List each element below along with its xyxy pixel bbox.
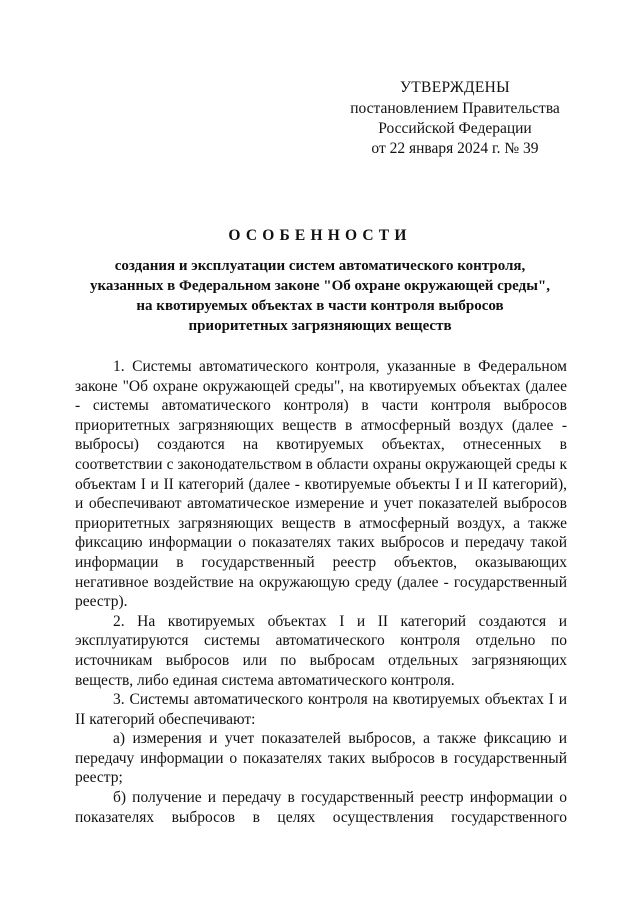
paragraph-3: 3. Системы автоматического контроля на квотируемых объектах I и II категорий обеспечивают: bbox=[75, 691, 567, 728]
paragraph-3a: а) измерения и учет показателей выбросов, а также фиксацию и передачу информации о показателях таких выбросов в государственный реестр; bbox=[75, 730, 567, 787]
document-subtitle-line-1: создания и эксплуатации систем автоматического контроля, bbox=[114, 258, 526, 274]
document-body bbox=[75, 357, 567, 827]
paragraph-3b: б) получение и передачу в государственный реестр информации о показателях выбросов в целях осуществления государственного bbox=[75, 789, 567, 826]
approval-title: УТВЕРЖДЕНЫ bbox=[400, 79, 510, 96]
document-title: ОСОБЕННОСТИ bbox=[228, 227, 412, 244]
approval-line-1: постановлением Правительства bbox=[350, 100, 560, 117]
approval-line-2: Российской Федерации bbox=[378, 120, 532, 137]
document-subtitle-line-2: указанных в Федеральном законе "Об охране окружающей среды", bbox=[89, 278, 551, 294]
paragraph-2: 2. На квотируемых объектах I и II категорий создаются и эксплуатируются системы автоматического контроля отдельно по источникам выбросов или по выбросам отдельных загрязняющих веществ, либо единая система автоматического контроля. bbox=[75, 612, 567, 689]
document-subtitle-line-4: приоритетных загрязняющих веществ bbox=[188, 318, 452, 334]
document-subtitle-line-3: на квотируемых объектах в части контроля выбросов bbox=[136, 298, 504, 314]
paragraph-1: 1. Системы автоматического контроля, указанные в Федеральном законе "Об охране окружающей среды", на квотируемых объектах (далее - системы автоматического контроля) в части контроля выбросов приоритетных загрязняющих веществ в атмосферный воздух (далее - выбросы) создаются на квотируемых объектах, отнесенных в соответствии с законодательством в области охраны окружающей среды к объектам I и II категорий (далее - квотируемые объекты I и II категорий), и обеспечивают автоматическое измерение и учет показателей выбросов приоритетных загрязняющих веществ в атмосферный воздух, а также фиксацию информации о показателях таких выбросов и передачу такой информации в государственный реестр объектов, оказывающих негативное воздействие на окружающую среду (далее - государственный реестр). bbox=[75, 358, 567, 611]
document-heading bbox=[70, 226, 570, 336]
approval-block bbox=[340, 78, 570, 159]
approval-line-3: от 22 января 2024 г. № 39 bbox=[371, 140, 539, 157]
